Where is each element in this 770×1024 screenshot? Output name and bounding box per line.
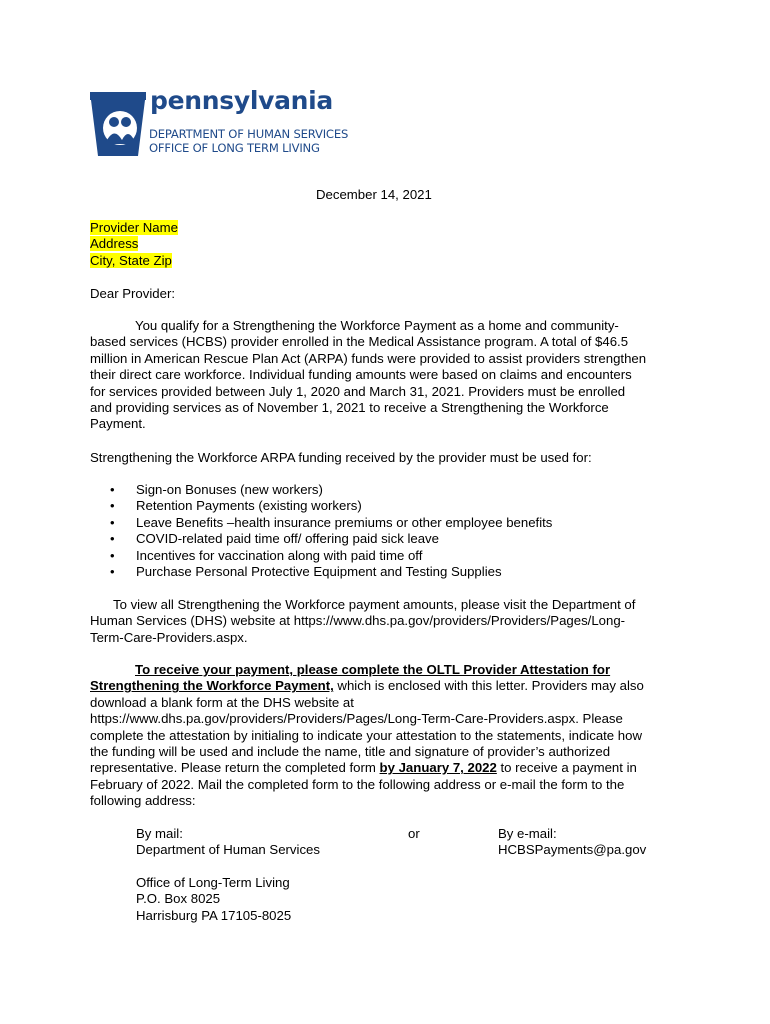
logo-department: DEPARTMENT OF HUMAN SERVICES (149, 127, 349, 141)
text-line: and providing services as of November 1, 2021 to receive a Strengthening the Workforce (90, 400, 609, 416)
text-line: To view all Strengthening the Workforce payment amounts, please visit the Department of (113, 597, 636, 612)
letter-date: December 14, 2021 (316, 187, 432, 202)
list-item: • Leave Benefits –health insurance premiums or other employee benefits (90, 515, 552, 531)
deadline-date: by January 7, 2022 (379, 760, 497, 776)
text-line: complete the attestation by initialing to indicate your attestation to the statements, indicate how (90, 727, 643, 743)
mailing-office-address (136, 875, 291, 924)
text-line: representative. Please return the completed form (90, 760, 380, 776)
text-line: their direct care workforce. Individual funding amounts were based on claims and encounters (90, 367, 632, 383)
email-address-block (498, 826, 646, 859)
keystone-icon (90, 92, 146, 156)
recipient-address (90, 220, 178, 269)
text-line: Human Services (DHS) website at https://www.dhs.pa.gov/providers/Providers/Pages/Long- (90, 613, 626, 629)
text-line: Payment. (90, 416, 146, 432)
attestation-heading-cont: Strengthening the Workforce Payment, (90, 678, 334, 694)
list-item: • COVID-related paid time off/ offering paid sick leave (90, 531, 552, 547)
funding-uses-list (90, 482, 552, 580)
text-line: to receive a payment in (496, 760, 637, 776)
provider-address: Address (90, 236, 139, 252)
or-separator: or (408, 826, 420, 841)
list-item: • Retention Payments (existing workers) (90, 498, 552, 514)
provider-name: Provider Name (90, 220, 178, 235)
pa-dhs-logo (90, 86, 350, 158)
provider-city-state-zip: City, State Zip (90, 252, 172, 268)
mail-department: Department of Human Services (136, 842, 320, 858)
city-state-zip: Harrisburg PA 17105-8025 (136, 907, 292, 923)
po-box: P.O. Box 8025 (136, 891, 221, 907)
text-line: download a blank form at the DHS website at (90, 694, 354, 710)
text-line: following address: (90, 793, 196, 809)
by-mail-label: By mail: (136, 826, 183, 841)
text-line: February of 2022. Mail the completed form to the following address or e-mail the form to the (90, 776, 625, 792)
text-line: for services provided between July 1, 2020 and March 31, 2021. Providers must be enrolled (90, 383, 626, 399)
paragraph-funding-uses: Strengthening the Workforce ARPA funding received by the provider must be used for: (90, 450, 592, 465)
logo-office: OFFICE OF LONG TERM LIVING (149, 141, 320, 155)
logo-wordmark: pennsylvania (150, 86, 333, 115)
text-line: based services (HCBS) provider enrolled in the Medical Assistance program. A total of $46.5 (90, 334, 629, 350)
list-item: • Sign-on Bonuses (new workers) (90, 482, 552, 498)
text-line: You qualify for a Strengthening the Workforce Payment as a home and community- (135, 318, 619, 333)
paragraph-eligibility (90, 318, 685, 433)
list-item: • Purchase Personal Protective Equipment and Testing Supplies (90, 564, 552, 580)
text-line: which is enclosed with this letter. Providers may also (333, 678, 644, 694)
paragraph-website (90, 597, 685, 646)
office-name: Office of Long-Term Living (136, 875, 290, 890)
attestation-heading: To receive your payment, please complete the OLTL Provider Attestation for (135, 662, 611, 677)
text-line: the funding will be used and include the name, title and signature of provider’s authorized (90, 744, 611, 760)
paragraph-attestation (90, 662, 685, 810)
by-email-label: By e-mail: (498, 826, 557, 841)
salutation: Dear Provider: (90, 286, 176, 301)
mail-address-block (136, 826, 320, 859)
text-line: Term-Care-Providers.aspx. (90, 629, 248, 645)
list-item: • Incentives for vaccination along with paid time off (90, 548, 552, 564)
email-address: HCBSPayments@pa.gov (498, 842, 647, 858)
text-line: https://www.dhs.pa.gov/providers/Providers/Pages/Long-Term-Care-Providers.aspx. Please (90, 711, 623, 727)
text-line: million in American Rescue Plan Act (ARPA) funds were provided to assist providers strengthen (90, 350, 647, 366)
